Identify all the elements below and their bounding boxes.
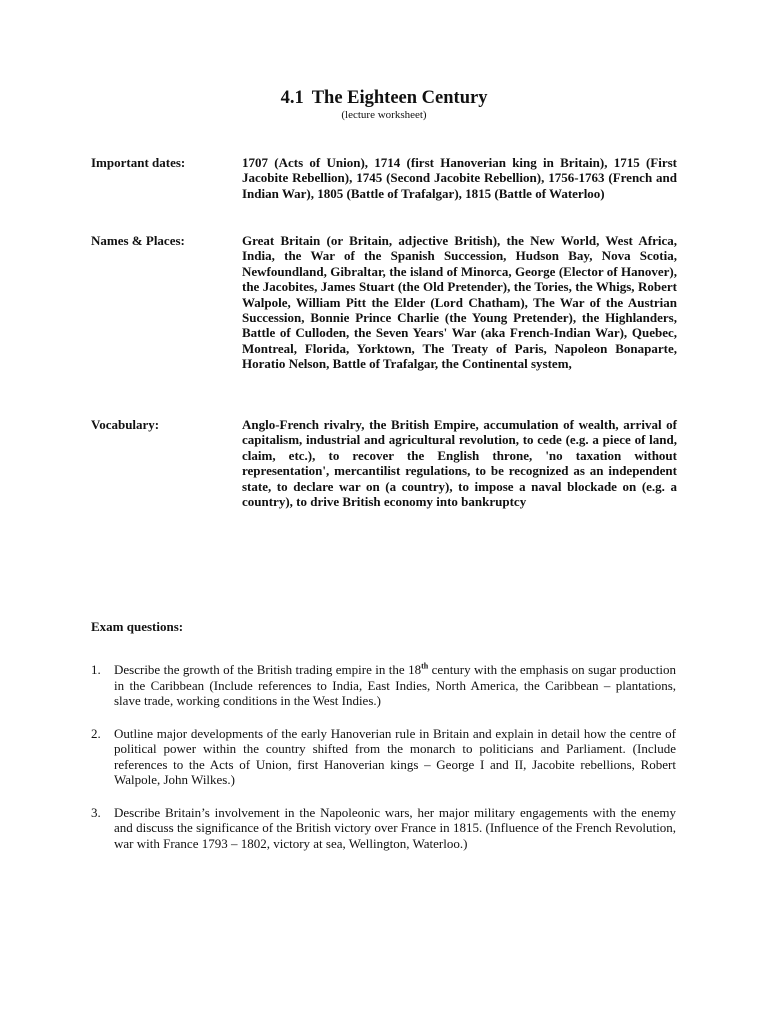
- exam-question: [91, 662, 676, 709]
- exam-questions-heading: Exam questions:: [91, 619, 184, 634]
- question-text-end: century with the emphasis on sugar production in the Caribbean (Include references to India, East Indies, North America, the Caribbean – plantations, slave trade, working conditions in the West Indies.): [114, 662, 676, 708]
- title-number: 4.1: [280, 88, 304, 108]
- question-number: 2.: [91, 725, 101, 741]
- exam-questions-list: [91, 662, 676, 851]
- vocabulary-text: Anglo-French rivalry, the British Empire, accumulation of wealth, arrival of capitalism, industrial and agricultural revolution, to cede (e.g. a piece of land, claim, etc.), to recover the English throne, 'no taxation without representation', mercantilist regulations, to be recognized as an independent state, to declare war on (a country), to impose a naval blockade on (e.g. a country), to drive British economy into bankruptcy: [242, 417, 677, 510]
- question-number: 3.: [91, 804, 101, 820]
- names-places-label: Names & Places:: [91, 233, 185, 248]
- question-text: [114, 662, 676, 708]
- ordinal-suffix: th: [421, 661, 429, 671]
- question-number: 1.: [91, 662, 101, 677]
- exam-question: [91, 726, 676, 788]
- exam-question: [91, 805, 676, 852]
- names-places-text: Great Britain (or Britain, adjective British), the New World, West Africa, India, the War of the Spanish Succession, Hudson Bay, Nova Scotia, Newfoundland, Gibraltar, the island of Minorca, George (Elector of Hanover), the Jacobites, James Stuart (the Old Pretender), the Tories, the Whigs, Robert Walpole, William Pitt the Elder (Lord Chatham), The War of the Austrian Succession, Bonnie Prince Charlie (the Young Pretender), the Highlanders, Battle of Culloden, the Seven Years' War (aka French-Indian War), Quebec, Montreal, Florida, Yorktown, The Treaty of Paris, Napoleon Bonaparte, Horatio Nelson, Battle of Trafalgar, the Continental system,: [242, 233, 677, 372]
- question-text-start: Describe the growth of the British trading empire in the 18: [114, 662, 422, 677]
- important-dates-text: 1707 (Acts of Union), 1714 (first Hanoverian king in Britain), 1715 (First Jacobite Rebellion), 1745 (Second Jacobite Rebellion), 1756-1763 (French and Indian War), 1805 (Battle of Trafalgar), 1815 (Battle of Waterloo): [242, 155, 677, 201]
- page-title: [0, 86, 768, 110]
- important-dates-label: Important dates:: [91, 155, 186, 170]
- page-subtitle: (lecture worksheet): [341, 109, 427, 121]
- question-text: Outline major developments of the early Hanoverian rule in Britain and explain in detail how the centre of political power within the country shifted from the monarch to politicians and Parliament. (Include references to the Acts of Union, first Hanoverian kings – George I and II, Jacobite rebellions, Robert Walpole, John Wilkes.): [114, 725, 676, 787]
- title-text: The Eighteen Century: [311, 88, 488, 108]
- vocabulary-label: Vocabulary:: [91, 417, 160, 432]
- question-text: Describe Britain’s involvement in the Napoleonic wars, her major military engagements with the enemy and discuss the significance of the British victory over France in 1815. (Influence of the French Revolution, war with France 1793 – 1802, victory at sea, Wellington, Waterloo.): [114, 804, 676, 851]
